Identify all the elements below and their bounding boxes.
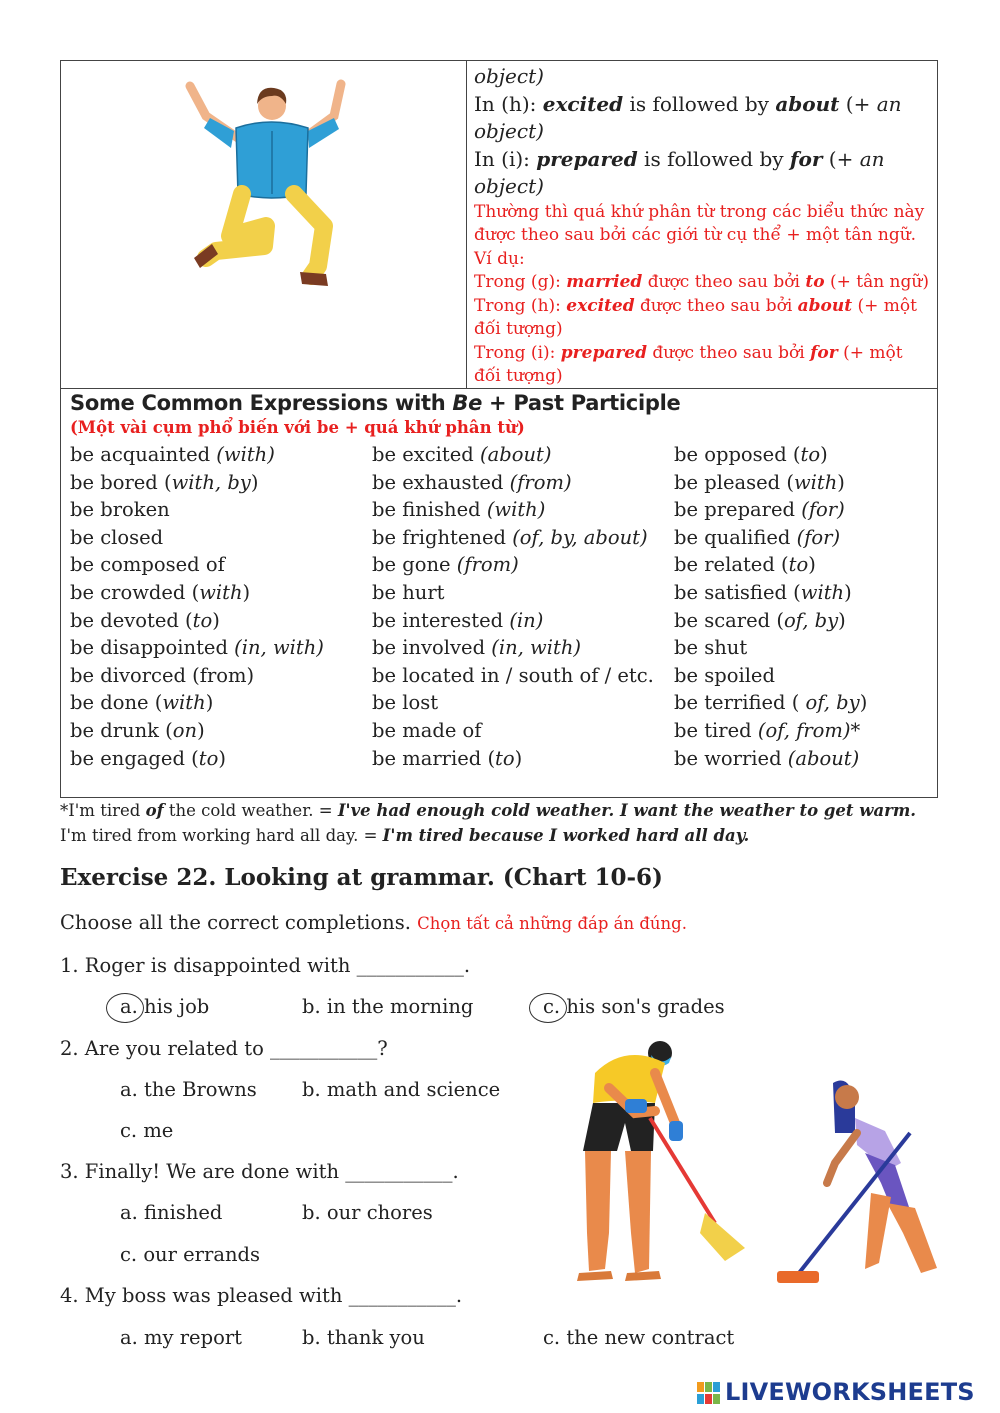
grammar-box	[60, 60, 938, 798]
exercise-instruction: Choose all the correct completions. Chọn tất cả những đáp án đúng.	[60, 911, 687, 934]
expression-item: be located in / south of / etc.	[372, 663, 654, 687]
expression-item: be drunk (on)	[70, 718, 205, 742]
expression-item: be acquainted (with)	[70, 443, 275, 466]
option-1b[interactable]: b. in the morning	[302, 995, 474, 1018]
expressions-title: Some Common Expressions with Be + Past Participle	[70, 391, 681, 415]
expression-item: be prepared (for)	[674, 498, 845, 522]
expression-item: be opposed (to)	[674, 443, 828, 466]
option-2b[interactable]: b. math and science	[302, 1078, 501, 1101]
option-1c[interactable]: c. his son's grades	[543, 995, 725, 1018]
expression-item: be related (to)	[674, 553, 816, 577]
selected-circle	[106, 993, 144, 1023]
expression-item: be involved (in, with)	[372, 636, 581, 660]
expressions-column-2	[372, 441, 654, 772]
logo-text: LIVEWORKSHEETS	[725, 1378, 975, 1406]
expression-item: be interested (in)	[372, 608, 544, 632]
cleaning-illustration	[565, 1033, 945, 1295]
expression-item: be scared (of, by)	[674, 608, 846, 632]
expression-item: be composed of	[70, 553, 225, 577]
vietnamese-notes: Thường thì quá khứ phân từ trong các biểu thức này được theo sau bởi các giới từ cụ thể + một tân ngữ. Ví dụ: Trong (g): married được theo sau bởi to (+ tân ngữ) Trong (h): excited được theo sau bởi about (+ một đối tượng) Trong (i): prepared được theo sau bởi for (+ một đối tượng)	[474, 201, 929, 386]
expressions-subtitle: (Một vài cụm phổ biến với be + quá khứ phân từ)	[70, 418, 525, 437]
expression-item: be exhausted (from)	[372, 470, 572, 494]
expression-item: be made of	[372, 718, 482, 742]
right-leg	[294, 194, 324, 276]
option-4a[interactable]: a. my report	[120, 1326, 242, 1349]
expression-item: be closed	[70, 525, 164, 549]
man-sweeping	[577, 1041, 745, 1281]
woman-mopping	[777, 1081, 937, 1284]
expression-item: be gone (from)	[372, 553, 519, 577]
exercise-title: Exercise 22. Looking at grammar. (Chart 10-6)	[60, 864, 663, 891]
expression-item: be disappointed (in, with)	[70, 636, 324, 660]
expression-item: be satisfied (with)	[674, 580, 852, 604]
expression-item: be terrified ( of, by)	[674, 691, 868, 715]
notes-h: In (h): excited is followed by about (+ an	[474, 91, 902, 116]
notes-cell	[474, 63, 934, 389]
notes-text: object)	[474, 64, 544, 88]
expression-item: be excited (about)	[372, 443, 552, 466]
expression-item: be shut	[674, 636, 748, 660]
option-4b[interactable]: b. thank you	[302, 1326, 425, 1349]
expression-item: be qualified (for)	[674, 525, 841, 549]
footnote-1: *I'm tired of the cold weather. = I've had enough cold weather. I want the weather to get warm.	[60, 801, 917, 820]
expression-item: be tired (of, from)*	[674, 718, 861, 742]
logo-icon	[697, 1382, 721, 1404]
option-4c[interactable]: c. the new contract	[543, 1326, 735, 1349]
expressions-column-1	[70, 441, 324, 772]
expression-item: be hurt	[372, 580, 445, 604]
expression-item: be broken	[70, 498, 170, 522]
expression-item: be engaged (to)	[70, 746, 226, 770]
expression-item: be frightened (of, by, about)	[372, 525, 648, 549]
expression-item: be pleased (with)	[674, 470, 845, 494]
question-4: 4. My boss was pleased with ___________.	[60, 1284, 463, 1307]
divider	[466, 61, 467, 388]
question-3: 3. Finally! We are done with ___________.	[60, 1160, 459, 1183]
expressions-column-3	[674, 441, 867, 772]
left-leg	[206, 194, 266, 258]
option-1a[interactable]: a. his job	[120, 995, 210, 1018]
expression-item: be bored (with, by)	[70, 470, 259, 494]
expression-item: be devoted (to)	[70, 608, 220, 632]
expression-item: be done (with)	[70, 691, 214, 715]
expression-item: be worried (about)	[674, 746, 860, 770]
footnote-2: I'm tired from working hard all day. = I'm tired because I worked hard all day.	[60, 826, 750, 845]
notes-i: In (i): prepared is followed by for (+ an	[474, 146, 885, 171]
option-2c[interactable]: c. me	[120, 1119, 174, 1142]
expression-item: be spoiled	[674, 663, 775, 687]
expression-item: be finished (with)	[372, 498, 546, 522]
selected-circle	[529, 993, 567, 1023]
expression-item: be married (to)	[372, 746, 523, 770]
expression-item: be crowded (with)	[70, 580, 251, 604]
expression-item: be lost	[372, 691, 439, 715]
question-2: 2. Are you related to ___________?	[60, 1037, 388, 1060]
option-3c[interactable]: c. our errands	[120, 1243, 260, 1266]
option-2a[interactable]: a. the Browns	[120, 1078, 257, 1101]
notes-text: object)	[474, 119, 544, 143]
liveworksheets-logo	[697, 1378, 997, 1408]
option-3b[interactable]: b. our chores	[302, 1201, 433, 1224]
jumping-man-illustration	[176, 76, 366, 301]
expression-item: be divorced (from)	[70, 663, 255, 687]
question-1: 1. Roger is disappointed with ___________.	[60, 954, 471, 977]
option-3a[interactable]: a. finished	[120, 1201, 223, 1224]
notes-text: object)	[474, 174, 544, 198]
right-shoe	[300, 272, 328, 286]
